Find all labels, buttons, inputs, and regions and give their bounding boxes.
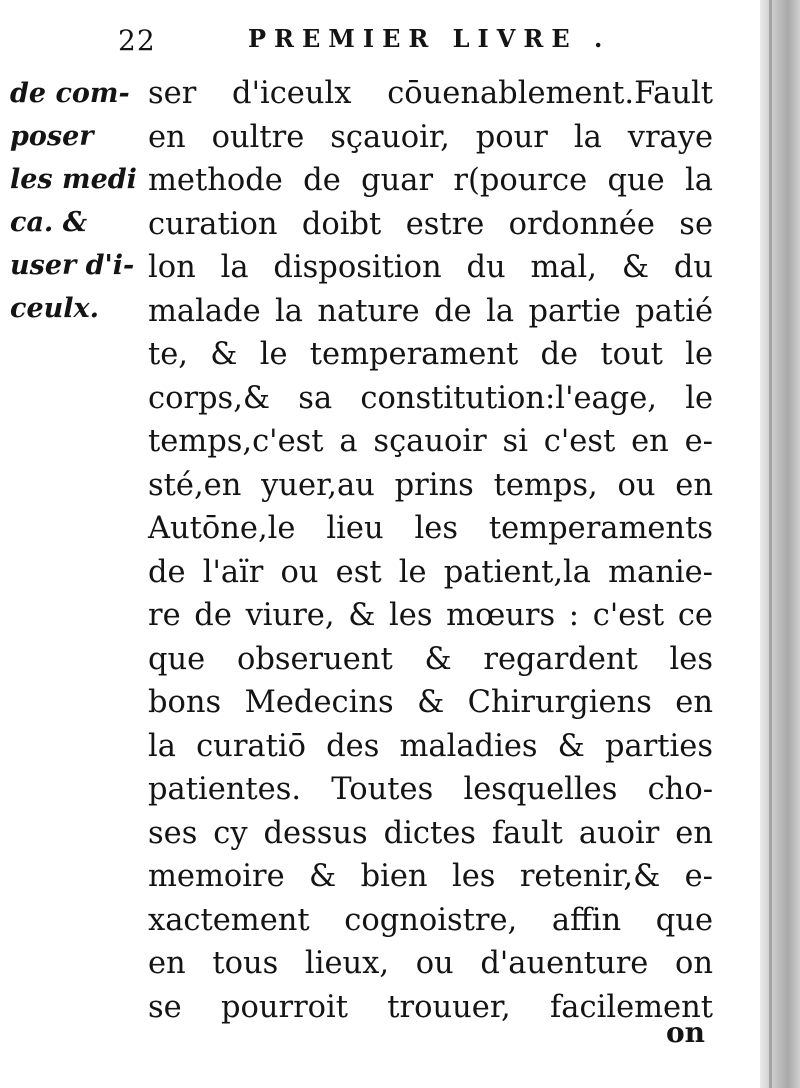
text-line: corps,& sa constitution:l'eage, le — [148, 380, 713, 416]
text-line: bons Medecins & Chirurgiens en — [148, 685, 713, 720]
text-line: en tous lieux, ou d'auenture on — [148, 946, 713, 981]
text-line: re de viure, & les mœurs : c'est ce — [148, 598, 713, 633]
body-text — [148, 72, 713, 1029]
marginal-note — [10, 72, 140, 330]
marginal-note-line: de com- — [10, 78, 130, 109]
page-header — [118, 24, 638, 64]
marginal-note-line: ceulx. — [10, 293, 100, 324]
text-line: la curatiō des maladies & parties — [148, 728, 713, 764]
running-title: PREMIER LIVRE . — [248, 24, 611, 53]
text-line: temps,c'est a sçauoir si c'est en e- — [148, 424, 713, 459]
marginal-note-line: poser — [10, 121, 94, 152]
text-line: te, & le temperament de tout le — [148, 337, 713, 372]
marginal-note-line: ca. & — [10, 207, 88, 238]
text-line: Autōne,le lieu les temperaments — [148, 511, 713, 546]
text-line: ses cy dessus dictes fault auoir en — [148, 815, 713, 851]
gutter-shadow-line — [769, 0, 772, 1088]
text-line: de l'aïr ou est le patient,la manie- — [148, 554, 713, 590]
marginal-note-line: les medi — [10, 164, 137, 195]
text-line: malade la nature de la partie patié — [148, 293, 713, 329]
text-line: xactement cognoistre, affin que — [148, 902, 713, 938]
catchword: on — [665, 1016, 705, 1049]
text-line: que obseruent & regardent les — [148, 641, 713, 677]
page-number: 22 — [118, 24, 156, 57]
text-line: lon la disposition du mal, & du — [148, 250, 713, 285]
text-line: ser d'iceulx cōuenablement.Fault — [148, 76, 713, 111]
text-line: patientes. Toutes lesquelles cho- — [148, 772, 713, 807]
text-line: sté,en yuer,au prins temps, ou en — [148, 467, 713, 503]
text-line: curation doibt estre ordonnée se — [148, 206, 713, 242]
marginal-note-line: user d'i- — [10, 250, 135, 281]
page-gutter — [760, 0, 800, 1088]
text-line: memoire & bien les retenir,& e- — [148, 859, 713, 894]
text-line: en oultre sçauoir, pour la vraye — [148, 119, 713, 155]
text-line: methode de guar r(pource que la — [148, 163, 713, 198]
text-line: se pourroit trouuer, facilement — [148, 989, 713, 1025]
